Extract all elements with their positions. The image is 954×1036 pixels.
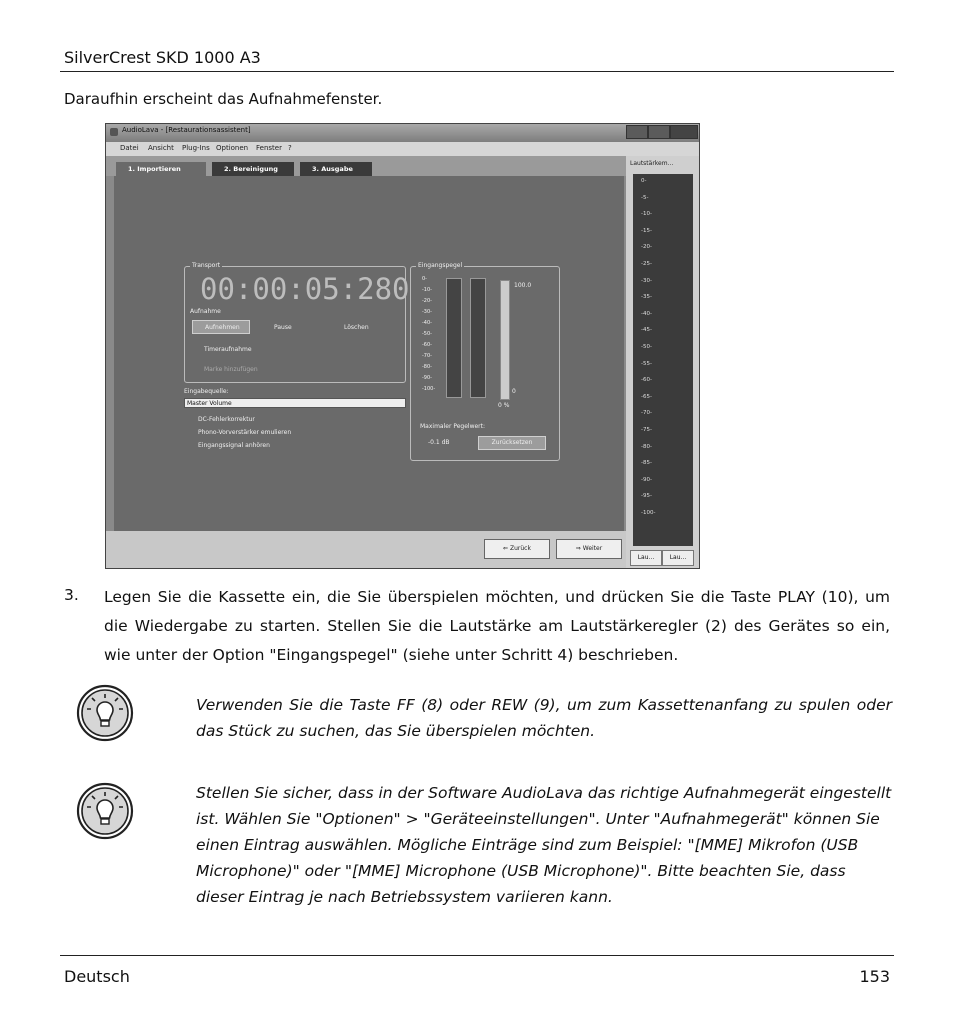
volume-tick: -45- bbox=[641, 327, 652, 334]
volume-tick: -30- bbox=[641, 277, 652, 284]
close-icon[interactable] bbox=[670, 125, 698, 139]
menu-optionen[interactable]: Optionen bbox=[216, 144, 249, 152]
level-tick: -100- bbox=[422, 386, 436, 392]
tab-ausgabe[interactable]: 3. Ausgabe bbox=[300, 162, 372, 176]
timer-record-button[interactable]: Timeraufnahme bbox=[204, 346, 252, 353]
level-tick: 0- bbox=[422, 276, 427, 282]
page-header-title: SilverCrest SKD 1000 A3 bbox=[64, 48, 261, 67]
slider-top-value: 100.0 bbox=[514, 282, 532, 289]
volume-tick: -10- bbox=[641, 211, 652, 218]
volume-tick: -65- bbox=[641, 393, 652, 400]
source-value: Master Volume bbox=[187, 400, 232, 407]
bottom-nav-bar bbox=[106, 531, 626, 568]
time-display: 00:00:05:280 bbox=[200, 272, 410, 306]
menu-ansicht[interactable]: Ansicht bbox=[148, 144, 174, 152]
step-number: 3. bbox=[64, 586, 79, 604]
volume-tick: -95- bbox=[641, 493, 652, 500]
volume-tick: -85- bbox=[641, 460, 652, 467]
tip-lightbulb-icon bbox=[76, 684, 134, 746]
tip-text-2: Stellen Sie sicher, dass in der Software AudioLava das richtige Aufnahmegerät eingestellt ist. Wählen Sie "Optionen" > "Geräteeinstellungen". Unter "Aufnahmegerät" können Sie einen Eintrag auswählen. Mögliche Einträge sind zum Beispiel: "[MME] Mikrofon (USB Microphone)" oder "[MME] Microphone (USB Microphone)". Bitte beachten Sie, dass dieser Eintrag je nach Betriebssystem variieren kann. bbox=[196, 784, 892, 906]
slider-bottom-value: 0 bbox=[512, 388, 516, 395]
pause-button[interactable]: Pause bbox=[274, 324, 292, 331]
volume-tick: -100- bbox=[641, 510, 656, 516]
level-slider[interactable] bbox=[500, 280, 510, 400]
tab-importieren[interactable]: 1. Importieren bbox=[116, 162, 206, 176]
minimize-icon[interactable] bbox=[626, 125, 648, 139]
level-tick: -70- bbox=[422, 353, 432, 359]
window-titlebar bbox=[106, 124, 699, 142]
step-text: Legen Sie die Kassette ein, die Sie überspielen möchten, und drücken Sie die Taste PLAY (10), um die Wiedergabe zu starten. Stellen Sie die Lautstärke am Lautstärkeregler (2) des Gerätes so ein, wie unter der Option "Eingangspegel" (siehe unter Schritt 4) beschrieben. bbox=[104, 588, 890, 664]
header-rule bbox=[60, 71, 894, 72]
volume-tick: -15- bbox=[641, 227, 652, 234]
window-title: AudioLava - [Restaurationsassistent] bbox=[122, 126, 251, 134]
back-button[interactable]: ⇐ Zurück bbox=[484, 539, 550, 559]
volume-panel-title: Lautstärkem... bbox=[630, 160, 674, 167]
level-percent: 0 % bbox=[498, 402, 510, 409]
volume-tick: -50- bbox=[641, 344, 652, 350]
aufnahme-label: Aufnahme bbox=[190, 308, 221, 315]
intro-text: Daraufhin erscheint das Aufnahmefenster. bbox=[64, 90, 383, 108]
option-dc[interactable]: DC-Fehlerkorrektur bbox=[198, 416, 255, 423]
volume-tick: -40- bbox=[641, 310, 652, 317]
level-tick: -40- bbox=[422, 320, 432, 326]
level-tick: -60- bbox=[422, 342, 432, 348]
tip-lightbulb-icon bbox=[76, 782, 134, 844]
menu-datei[interactable]: Datei bbox=[120, 144, 139, 152]
delete-button[interactable]: Löschen bbox=[344, 324, 369, 331]
page-number: 153 bbox=[859, 967, 890, 986]
level-tick: -10- bbox=[422, 287, 432, 293]
menu-fenster[interactable]: Fenster bbox=[256, 144, 282, 152]
level-meter-left bbox=[446, 278, 462, 398]
source-label: Eingabequelle: bbox=[184, 388, 229, 395]
import-panel bbox=[114, 176, 624, 531]
volume-tick: -5- bbox=[641, 194, 649, 201]
volume-tab-1[interactable]: Lau... bbox=[630, 550, 662, 566]
menu-bar bbox=[106, 142, 699, 156]
volume-tick: -60- bbox=[641, 377, 652, 384]
volume-tick: -75- bbox=[641, 427, 652, 433]
record-button[interactable] bbox=[192, 320, 250, 334]
level-tick: -30- bbox=[422, 309, 432, 315]
volume-tick: -90- bbox=[641, 476, 652, 483]
record-label: Aufnehmen bbox=[205, 324, 240, 331]
option-phono[interactable]: Phono-Vorverstärker emulieren bbox=[198, 429, 292, 436]
source-select[interactable] bbox=[184, 398, 406, 408]
level-tick: -80- bbox=[422, 364, 432, 370]
volume-tick: -70- bbox=[641, 410, 652, 417]
volume-tick: 0- bbox=[641, 178, 647, 184]
volume-meter-panel bbox=[626, 156, 699, 568]
max-level-label: Maximaler Pegelwert: bbox=[420, 423, 486, 430]
level-tick: -50- bbox=[422, 331, 432, 337]
tab-bereinigung[interactable]: 2. Bereinigung bbox=[212, 162, 294, 176]
menu-plugins[interactable]: Plug-Ins bbox=[182, 144, 210, 152]
volume-tab-2[interactable]: Lau... bbox=[662, 550, 694, 566]
app-icon bbox=[110, 128, 118, 136]
volume-tick: -25- bbox=[641, 261, 652, 267]
reset-button[interactable] bbox=[478, 436, 546, 450]
tab-bar bbox=[106, 156, 626, 176]
volume-tick: -80- bbox=[641, 443, 652, 450]
volume-tick: -20- bbox=[641, 244, 652, 251]
next-button[interactable]: ⇒ Weiter bbox=[556, 539, 622, 559]
option-monitor[interactable]: Eingangssignal anhören bbox=[198, 442, 270, 449]
reset-label: Zurücksetzen bbox=[491, 439, 533, 446]
transport-title: Transport bbox=[192, 262, 221, 269]
max-level-value: -0.1 dB bbox=[428, 439, 450, 446]
tip-text-1: Verwenden Sie die Taste FF (8) oder REW (9), um zum Kassettenanfang zu spulen oder das Stück zu suchen, das Sie überspielen möchten. bbox=[196, 696, 892, 740]
menu-help[interactable]: ? bbox=[288, 144, 292, 152]
add-marker-button[interactable]: Marke hinzufügen bbox=[204, 366, 258, 373]
volume-tick: -35- bbox=[641, 294, 652, 301]
volume-tick: -55- bbox=[641, 360, 652, 367]
footer-language: Deutsch bbox=[64, 967, 130, 986]
footer-rule bbox=[60, 955, 894, 956]
level-meter-right bbox=[470, 278, 486, 398]
level-tick: -20- bbox=[422, 298, 432, 304]
level-tick: -90- bbox=[422, 375, 432, 381]
level-title: Eingangspegel bbox=[418, 262, 463, 269]
audiolava-screenshot bbox=[105, 123, 700, 569]
volume-meter bbox=[633, 174, 693, 546]
maximize-icon[interactable] bbox=[648, 125, 670, 139]
